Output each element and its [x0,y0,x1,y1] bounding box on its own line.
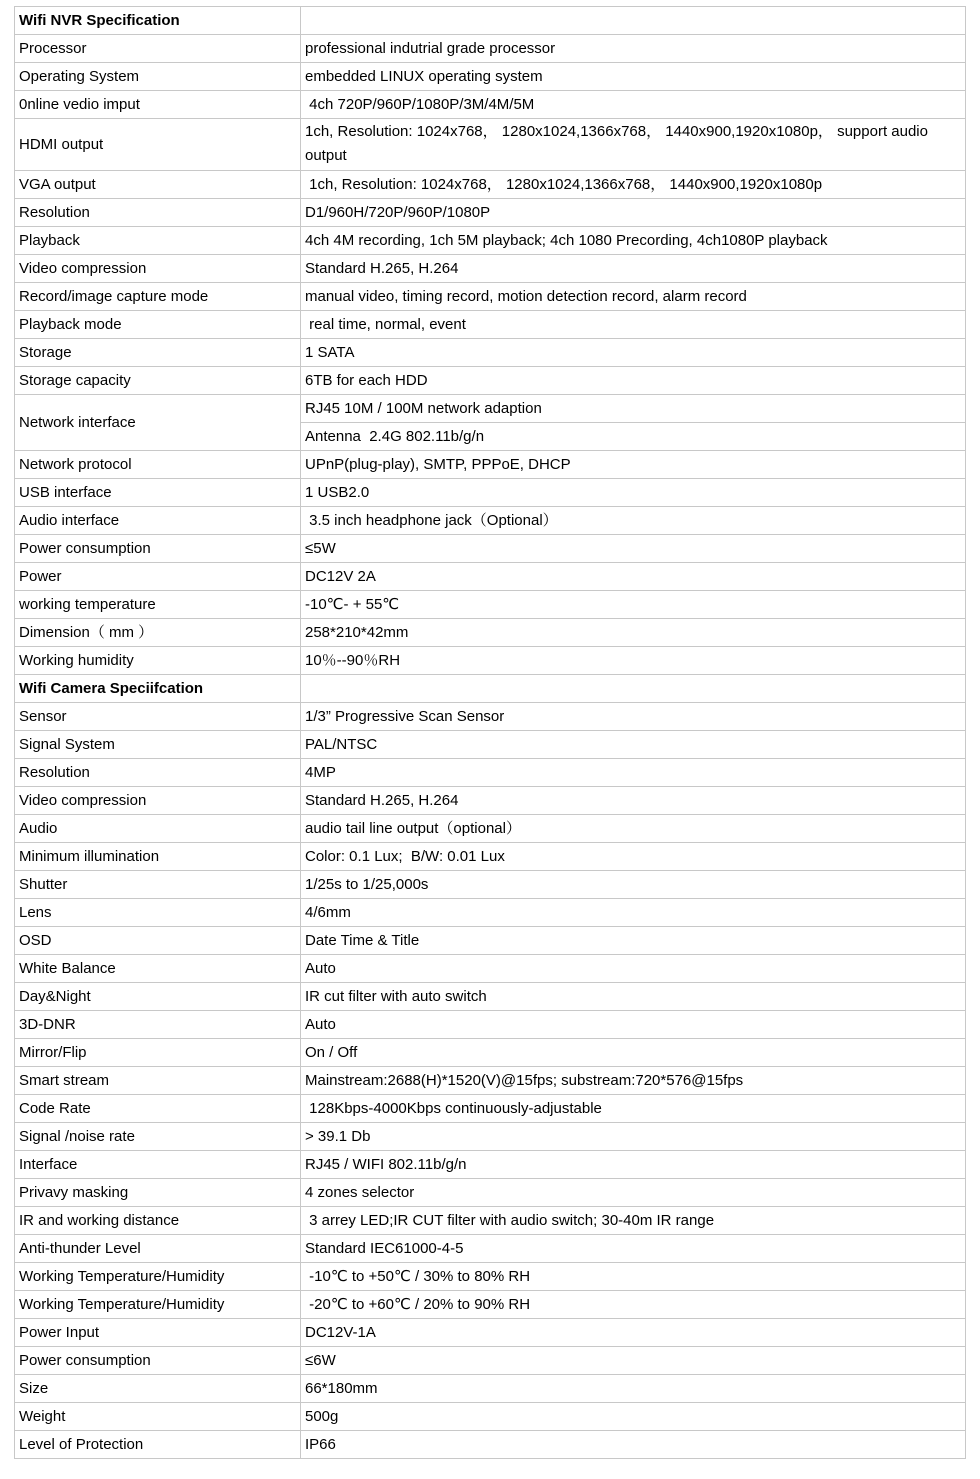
table-row [15,1179,966,1207]
table-row [15,1291,966,1319]
spec-value: 128Kbps-4000Kbps continuously-adjustable [301,1095,966,1123]
spec-value: Date Time & Title [301,927,966,955]
table-row [15,1263,966,1291]
spec-value: IP66 [301,1431,966,1459]
spec-value: Standard IEC61000-4-5 [301,1235,966,1263]
table-row [15,1403,966,1431]
table-row [15,647,966,675]
spec-label: VGA output [15,171,301,199]
spec-value: DC12V 2A [301,563,966,591]
spec-value: > 39.1 Db [301,1123,966,1151]
spec-label: White Balance [15,955,301,983]
spec-value: audio tail line output（optional） [301,815,966,843]
spec-value: professional indutrial grade processor [301,35,966,63]
spec-value: Auto [301,1011,966,1039]
spec-label: Playback [15,227,301,255]
spec-sheet [14,6,966,1459]
spec-label: Smart stream [15,1067,301,1095]
table-row [15,535,966,563]
table-row [15,1039,966,1067]
camera-spec-rows [15,703,966,1459]
spec-label: Playback mode [15,311,301,339]
spec-label: Level of Protection [15,1431,301,1459]
spec-value: 4MP [301,759,966,787]
table-row [15,871,966,899]
table-row [15,731,966,759]
spec-label: Audio interface [15,507,301,535]
spec-label: Video compression [15,787,301,815]
table-row [15,955,966,983]
spec-value: 1/25s to 1/25,000s [301,871,966,899]
spec-value: 1ch, Resolution: 1024x768， 1280x1024,1366x768， 1440x900,1920x1080p， support audio output [301,119,966,171]
spec-label: Network interface [15,395,301,451]
spec-label: Lens [15,899,301,927]
spec-label: Privavy masking [15,1179,301,1207]
spec-label: Power [15,563,301,591]
spec-label: Working Temperature/Humidity [15,1291,301,1319]
table-row [15,1095,966,1123]
table-row [15,339,966,367]
spec-value: -20℃ to +60℃ / 20% to 90% RH [301,1291,966,1319]
spec-label: Video compression [15,255,301,283]
spec-label: Day&Night [15,983,301,1011]
camera-section-title: Wifi Camera Speciifcation [15,675,301,703]
spec-label: Weight [15,1403,301,1431]
spec-label: Signal /noise rate [15,1123,301,1151]
spec-value: Antenna 2.4G 802.11b/g/n [301,423,966,451]
spec-value: Auto [301,955,966,983]
table-row [15,451,966,479]
spec-label: Dimension（ mm ） [15,619,301,647]
spec-label: 3D-DNR [15,1011,301,1039]
table-row [15,759,966,787]
spec-label: 0nline vedio imput [15,91,301,119]
table-row [15,1431,966,1459]
table-row [15,119,966,171]
spec-label: Record/image capture mode [15,283,301,311]
spec-label: Audio [15,815,301,843]
spec-label: Mirror/Flip [15,1039,301,1067]
spec-value: DC12V-1A [301,1319,966,1347]
spec-label: Processor [15,35,301,63]
table-row [15,255,966,283]
table-row [15,199,966,227]
spec-value: embedded LINUX operating system [301,63,966,91]
camera-section-header [15,675,966,703]
spec-value: 1ch, Resolution: 1024x768， 1280x1024,1366x768， 1440x900,1920x1080p [301,171,966,199]
spec-label: Code Rate [15,1095,301,1123]
table-row [15,787,966,815]
spec-value: Standard H.265, H.264 [301,255,966,283]
table-row [15,1375,966,1403]
spec-value: 10％--90％RH [301,647,966,675]
spec-value: UPnP(plug-play), SMTP, PPPoE, DHCP [301,451,966,479]
table-row [15,1319,966,1347]
table-row [15,171,966,199]
spec-label: Resolution [15,759,301,787]
spec-label: Working Temperature/Humidity [15,1263,301,1291]
nvr-section-header [15,7,966,35]
table-row [15,367,966,395]
spec-value: 66*180mm [301,1375,966,1403]
table-row [15,479,966,507]
spec-value: 500g [301,1403,966,1431]
spec-value: IR cut filter with auto switch [301,983,966,1011]
table-row [15,1207,966,1235]
spec-value: 3.5 inch headphone jack（Optional） [301,507,966,535]
spec-value: PAL/NTSC [301,731,966,759]
table-row [15,1151,966,1179]
spec-value: RJ45 / WIFI 802.11b/g/n [301,1151,966,1179]
spec-label: Signal System [15,731,301,759]
spec-label: OSD [15,927,301,955]
spec-value: ≤5W [301,535,966,563]
spec-value: real time, normal, event [301,311,966,339]
spec-value: 1 SATA [301,339,966,367]
spec-value: 4 zones selector [301,1179,966,1207]
table-row [15,91,966,119]
table-row [15,619,966,647]
spec-value: Mainstream:2688(H)*1520(V)@15fps; substream:720*576@15fps [301,1067,966,1095]
table-row [15,815,966,843]
spec-label: Sensor [15,703,301,731]
spec-value: ≤6W [301,1347,966,1375]
table-row [15,1067,966,1095]
spec-label: Shutter [15,871,301,899]
spec-value: 4ch 720P/960P/1080P/3M/4M/5M [301,91,966,119]
table-row [15,927,966,955]
spec-value: 3 arrey LED;IR CUT filter with audio switch; 30-40m IR range [301,1207,966,1235]
spec-label: Power Input [15,1319,301,1347]
spec-value: RJ45 10M / 100M network adaption [301,395,966,423]
table-row [15,1347,966,1375]
spec-label: IR and working distance [15,1207,301,1235]
spec-value: 4ch 4M recording, 1ch 5M playback; 4ch 1080 Precording, 4ch1080P playback [301,227,966,255]
spec-value: manual video, timing record, motion detection record, alarm record [301,283,966,311]
table-row [15,1011,966,1039]
spec-value: On / Off [301,1039,966,1067]
spec-label: Anti-thunder Level [15,1235,301,1263]
table-row [15,227,966,255]
table-row [15,311,966,339]
table-row [15,1235,966,1263]
spec-value: -10℃ to +50℃ / 30% to 80% RH [301,1263,966,1291]
spec-value: 4/6mm [301,899,966,927]
spec-value: 1 USB2.0 [301,479,966,507]
spec-label: Storage [15,339,301,367]
table-row [15,395,966,423]
spec-label: USB interface [15,479,301,507]
spec-value: Color: 0.1 Lux; B/W: 0.01 Lux [301,843,966,871]
spec-value: 1/3” Progressive Scan Sensor [301,703,966,731]
spec-label: Minimum illumination [15,843,301,871]
table-row [15,703,966,731]
table-row [15,35,966,63]
table-row [15,563,966,591]
table-row [15,843,966,871]
spec-label: Power consumption [15,535,301,563]
table-row [15,983,966,1011]
spec-label: Size [15,1375,301,1403]
table-row [15,1123,966,1151]
spec-label: Operating System [15,63,301,91]
spec-label: HDMI output [15,119,301,171]
spec-label: Working humidity [15,647,301,675]
spec-label: Resolution [15,199,301,227]
spec-label: Power consumption [15,1347,301,1375]
spec-value: 6TB for each HDD [301,367,966,395]
table-row [15,591,966,619]
spec-table [14,6,966,1459]
spec-value: -10℃- + 55℃ [301,591,966,619]
nvr-section-title: Wifi NVR Specification [15,7,301,35]
table-row [15,63,966,91]
spec-value: D1/960H/720P/960P/1080P [301,199,966,227]
spec-label: Storage capacity [15,367,301,395]
spec-label: working temperature [15,591,301,619]
spec-label: Interface [15,1151,301,1179]
spec-value: Standard H.265, H.264 [301,787,966,815]
table-row [15,899,966,927]
table-row [15,507,966,535]
spec-label: Network protocol [15,451,301,479]
spec-value: 258*210*42mm [301,619,966,647]
table-row [15,283,966,311]
